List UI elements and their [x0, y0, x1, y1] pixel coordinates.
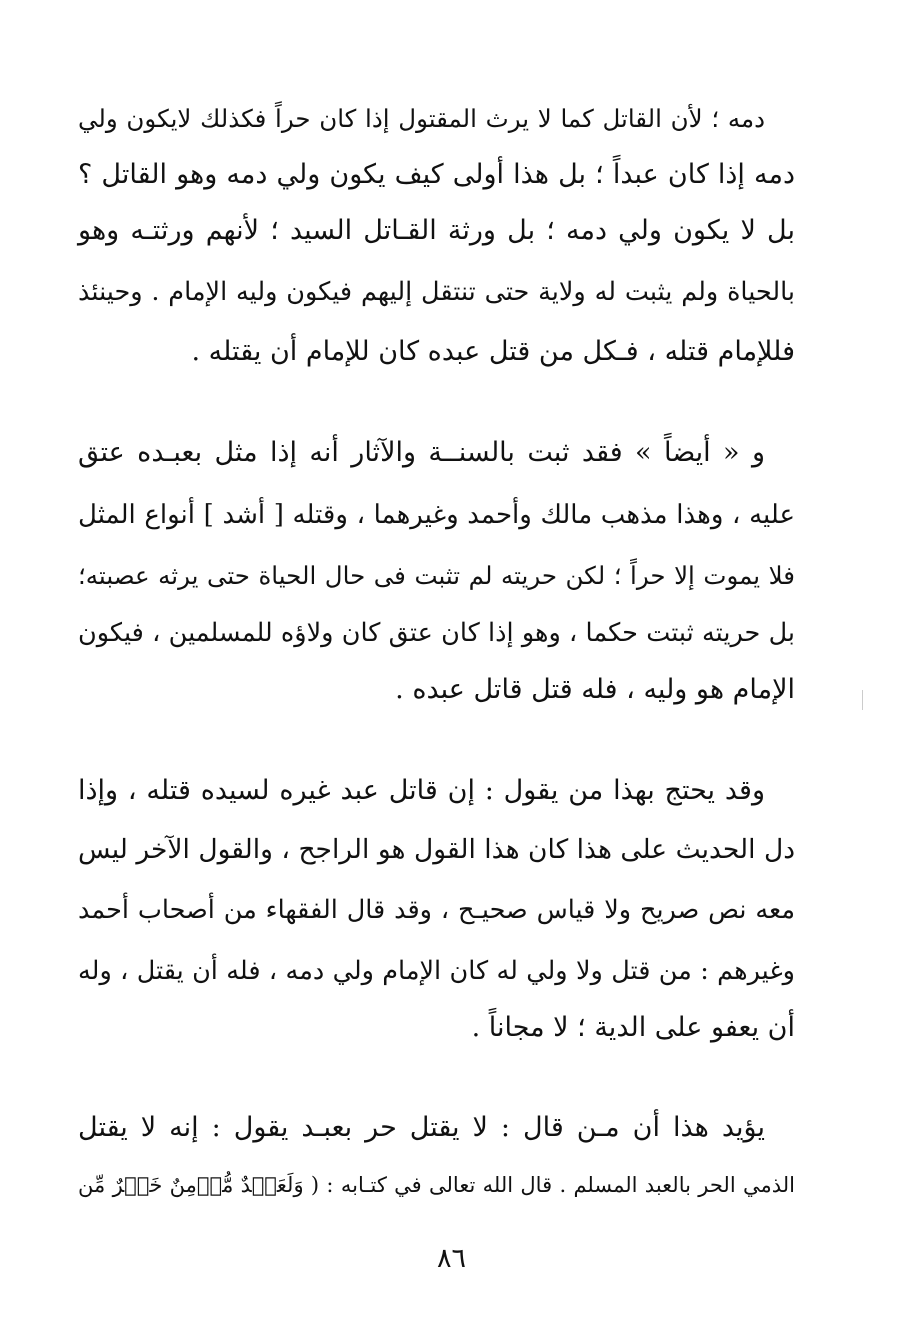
text-line: أن يعفو على الدية ؛ لا مجاناً .	[471, 1012, 795, 1043]
text-line: فللإمام قتله ، فـكل من قتل عبده كان للإمام أن يقتله .	[191, 336, 795, 367]
text-line: الذمي الحر بالعبد المسلم . قال الله تعالى في كتـابه : ( وَلَعَبۡدٌ مُّؤۡمِنٌ خَيۡرٌ مِّن	[78, 1173, 795, 1197]
text-line: عليه ، وهذا مذهب مالك وأحمد وغيرهما ، وقتله [ أشد ] أنواع المثل	[78, 500, 795, 530]
text-line: وقد يحتج بهذا من يقول : إن قاتل عبد غيره لسيده قتله ، وإذا	[78, 775, 765, 806]
text-line: دمه ؛ لأن القاتل كما لا يرث المقتول إذا كان حراً فكذلك لايكون ولي	[78, 104, 765, 133]
page-number: ٨٦	[436, 1243, 466, 1274]
text-line: معه نص صريح ولا قياس صحيـح ، وقد قال الفقهاء من أصحاب أحمد	[78, 895, 795, 925]
text-line: بل لا يكون ولي دمه ؛ بل ورثة القـاتل السيد ؛ لأنهم ورثتـه وهو	[78, 215, 795, 246]
text-line: وغيرهم : من قتل ولا ولي له كان الإمام ولي دمه ، فله أن يقتل ، وله	[78, 956, 795, 986]
text-line: بل حريته ثبتت حكما ، وهو إذا كان عتق كان ولاؤه للمسلمين ، فيكون	[78, 618, 795, 648]
text-line: بالحياة ولم يثبت له ولاية حتى تنتقل إليهم فيكون وليه الإمام . وحينئذ	[78, 277, 795, 307]
text-line: الإمام هو وليه ، فله قتل قاتل عبده .	[395, 674, 795, 705]
margin-mark	[862, 690, 863, 710]
text-line: دل الحديث على هذا كان هذا القول هو الراجح ، والقول الآخر ليس	[78, 834, 795, 865]
text-line: يؤيد هذا أن مـن قال : لا يقتل حر بعبـد يقول : إنه لا يقتل	[78, 1112, 765, 1143]
text-line: دمه إذا كان عبداً ؛ بل هذا أولى كيف يكون ولي دمه وهو القاتل ؟	[78, 159, 795, 190]
text-line: فلا يموت إلا حراً ؛ لكن حريته لم تثبت فى حال الحياة حتى يرثه عصبته؛	[78, 561, 795, 590]
text-line: و « أيضاً » فقد ثبت بالسنــة والآثار أنه إذا مثل بعبـده عتق	[78, 437, 765, 468]
